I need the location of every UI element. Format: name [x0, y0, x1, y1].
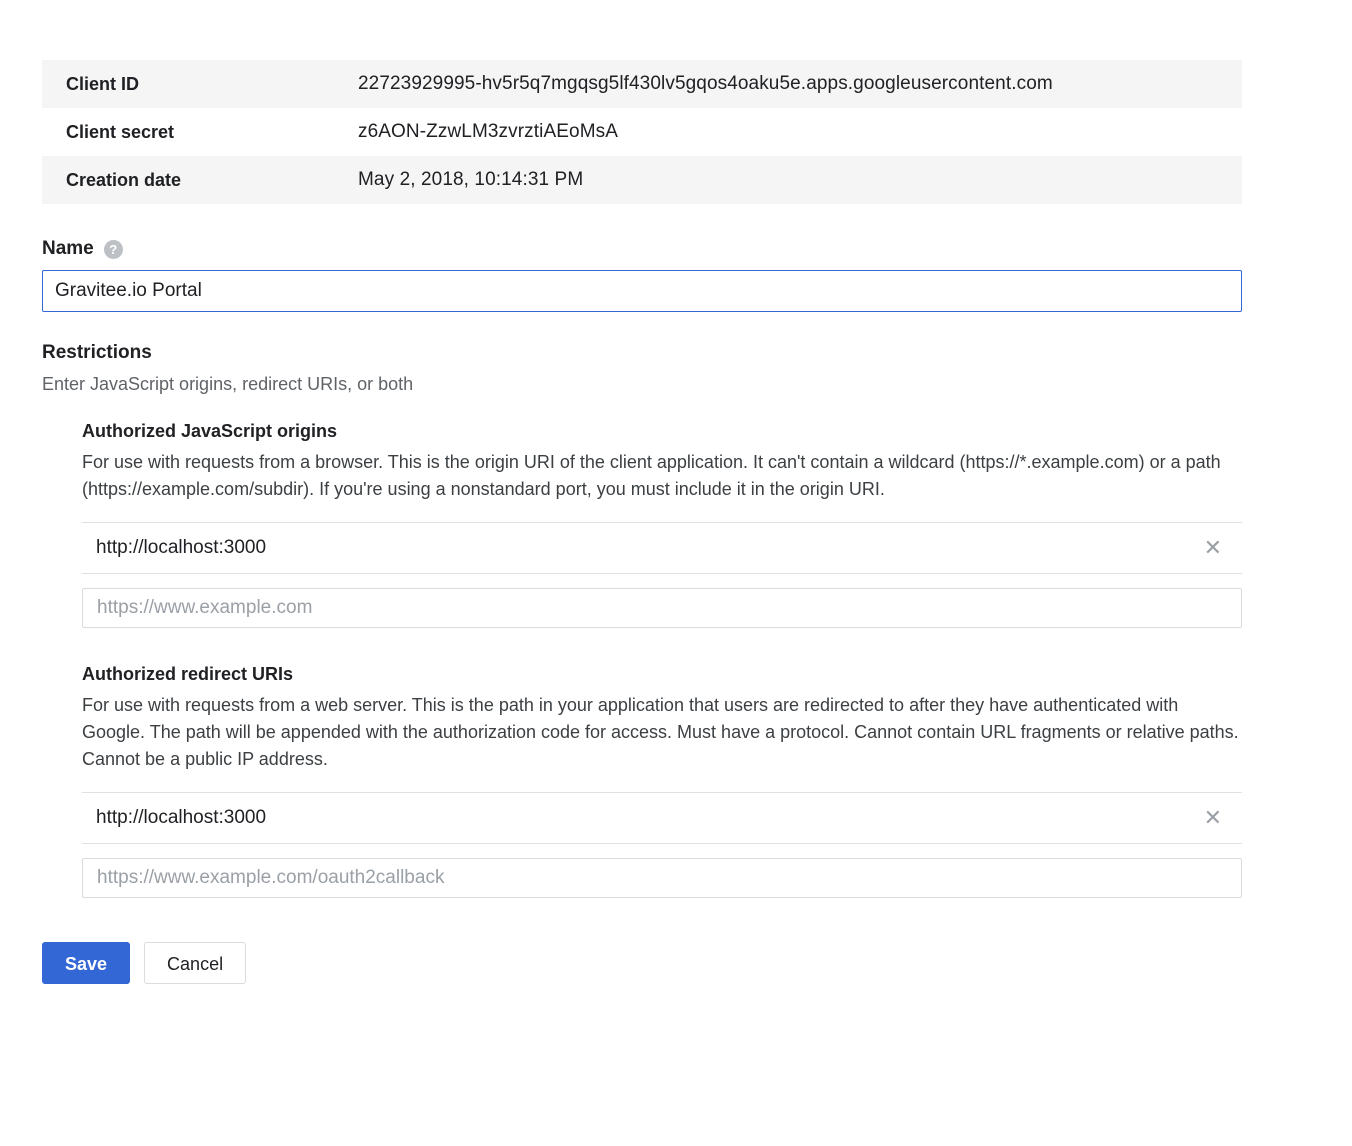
list-item — [82, 522, 1242, 574]
creation-date-value: May 2, 2018, 10:14:31 PM — [358, 169, 584, 190]
javascript-origins-description: For use with requests from a browser. This is the origin URI of the client application. It can't contain a wildcard (https://*.example.com) or a path (https://example.com/subdir). If you're using a nonstandard port, you must include it in the origin URI. — [82, 452, 1221, 500]
javascript-origin-new-input[interactable] — [82, 588, 1242, 628]
name-input[interactable] — [42, 270, 1242, 312]
javascript-origin-value: http://localhost:3000 — [96, 536, 267, 558]
table-row — [42, 60, 1242, 108]
redirect-uris-title: Authorized redirect URIs — [82, 663, 294, 684]
table-row — [42, 156, 1242, 204]
close-icon[interactable]: ✕ — [1203, 804, 1222, 830]
client-secret-value: z6AON-ZzwLM3zvrztiAEoMsA — [358, 121, 618, 142]
name-field-header — [42, 238, 1242, 260]
cancel-button[interactable]: Cancel — [144, 942, 246, 984]
redirect-uri-value: http://localhost:3000 — [96, 806, 267, 828]
list-item — [82, 792, 1242, 844]
client-info-table — [42, 60, 1242, 204]
creation-date-label: Creation date — [66, 169, 182, 190]
client-secret-label: Client secret — [66, 121, 175, 142]
help-icon[interactable]: ? — [104, 240, 123, 259]
client-id-value: 22723929995-hv5r5q7mgqsg5lf430lv5gqos4oaku5e.apps.googleusercontent.com — [358, 73, 1053, 94]
redirect-uri-new-input[interactable] — [82, 858, 1242, 898]
restrictions-title: Restrictions — [42, 342, 152, 363]
redirect-uris-description: For use with requests from a web server. This is the path in your application that users are redirected to after they have authenticated with Google. The path will be appended with the authorization code for access. Must have a protocol. Cannot contain URL fragments or relative paths. Cannot be a public IP address. — [82, 694, 1239, 770]
close-icon[interactable]: ✕ — [1203, 534, 1222, 560]
table-row — [42, 108, 1242, 156]
name-label: Name — [42, 238, 94, 259]
restrictions-subtitle: Enter JavaScript origins, redirect URIs, or both — [42, 374, 414, 394]
form-actions — [42, 942, 1242, 984]
javascript-origins-section — [82, 421, 1242, 628]
section-spacer — [42, 628, 1242, 664]
redirect-uris-section — [82, 664, 1242, 898]
save-button[interactable]: Save — [42, 942, 130, 984]
javascript-origins-title: Authorized JavaScript origins — [82, 421, 338, 441]
client-id-label: Client ID — [66, 73, 140, 94]
